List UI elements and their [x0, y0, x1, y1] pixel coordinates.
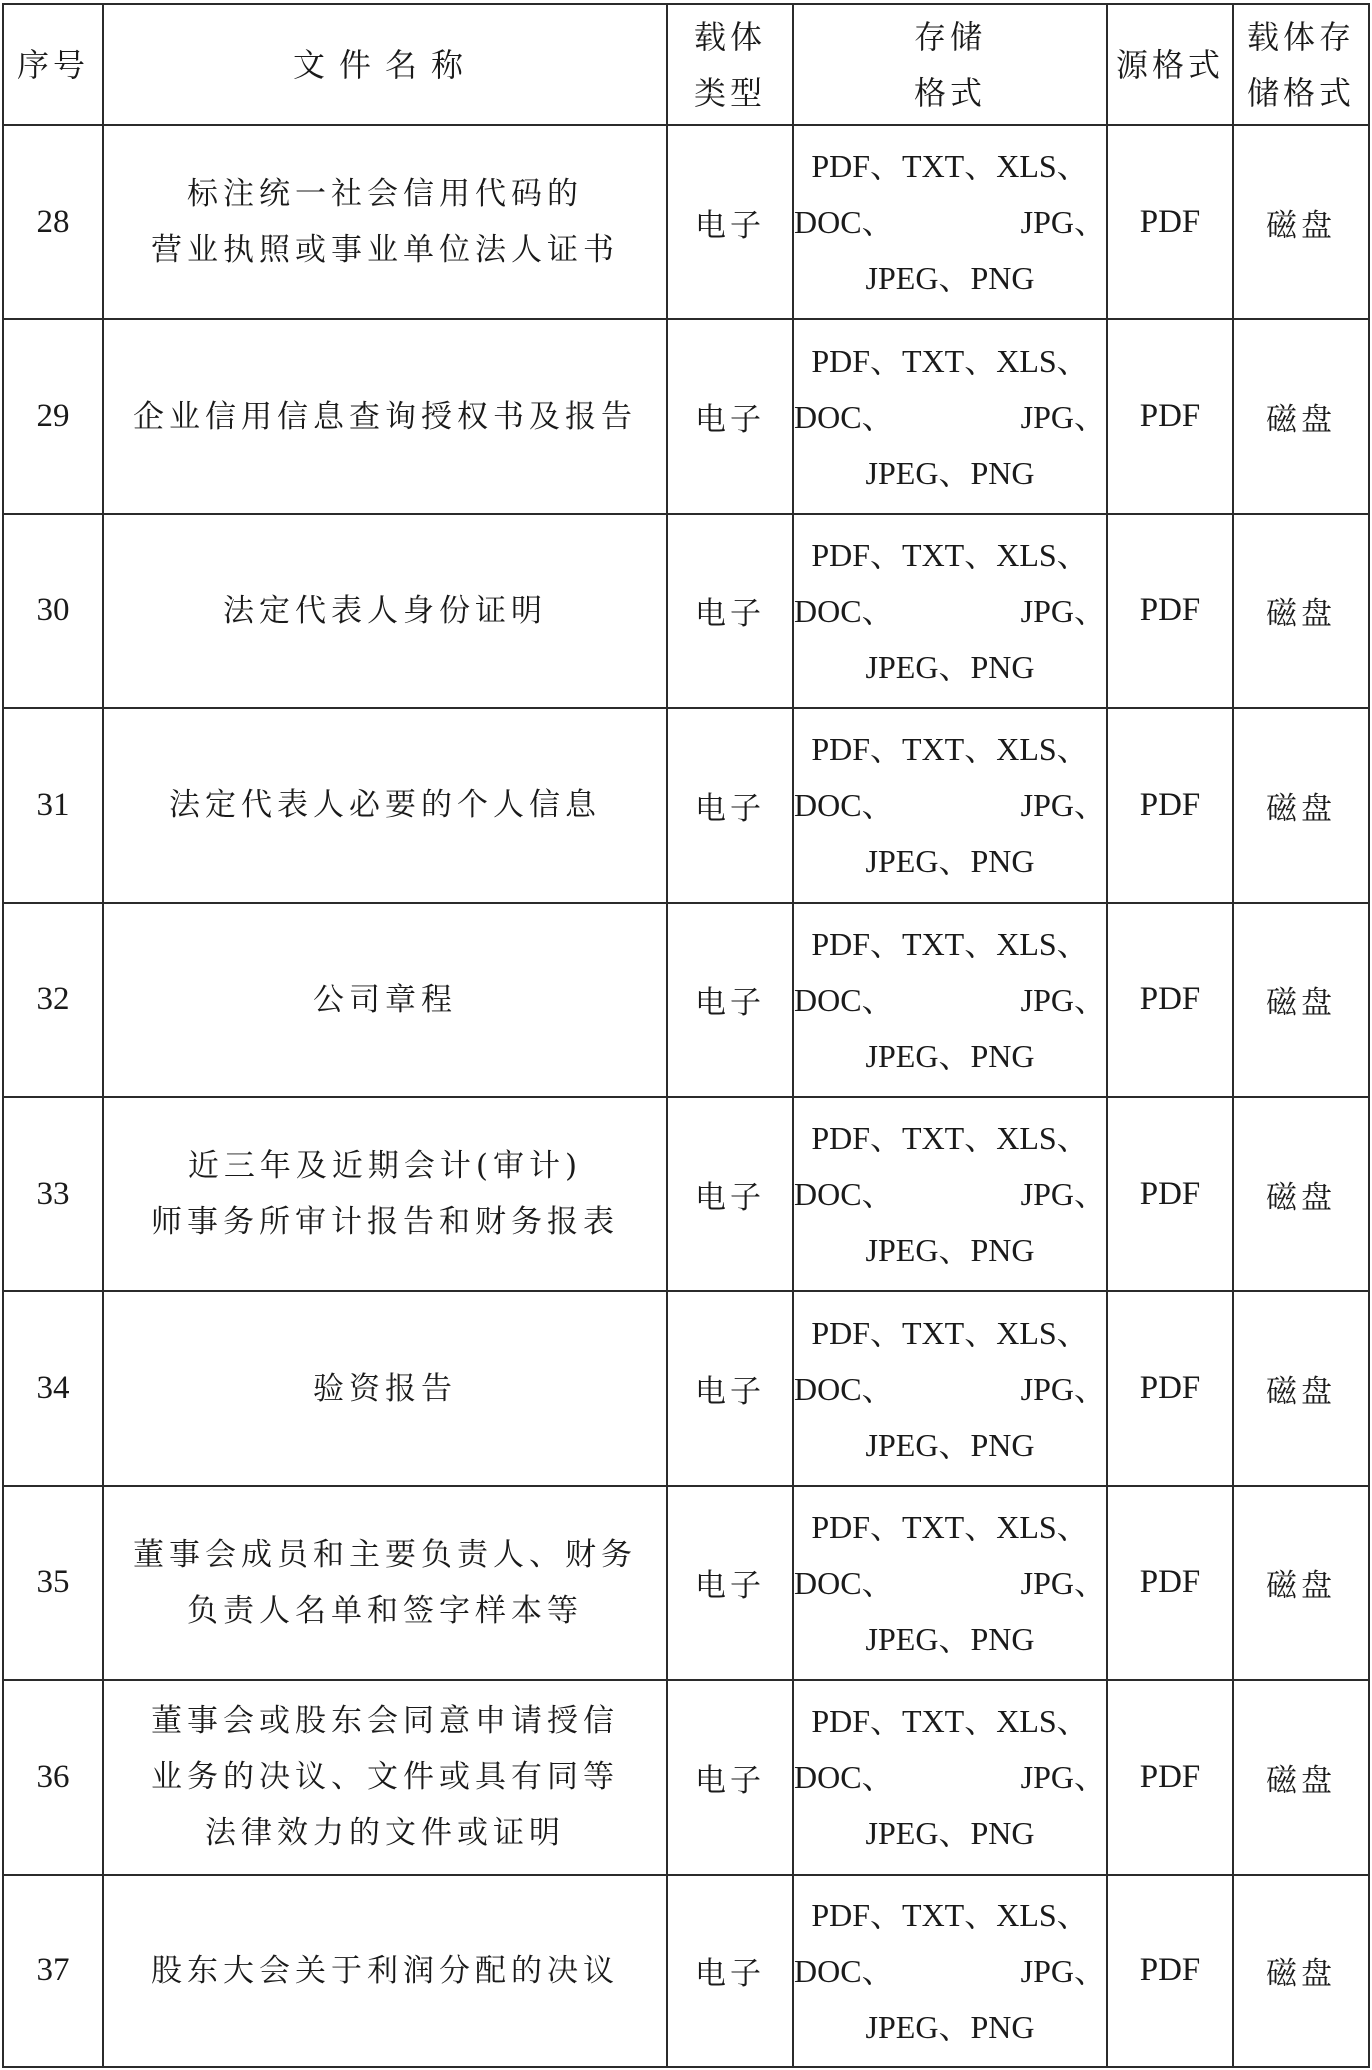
row-carrier-storage-format: 磁盘 [1233, 903, 1369, 1097]
row-file-name [103, 1291, 667, 1485]
row-carrier-type: 电子 [667, 125, 793, 319]
format-line-2 [794, 777, 1106, 833]
format-line-2-right: JPG、 [1020, 1370, 1106, 1407]
format-line-2-left: DOC、 [794, 1176, 894, 1213]
row-seq: 33 [3, 1097, 103, 1291]
format-line-1: PDF、TXT、XLS、 [811, 1120, 1089, 1157]
header-carrier-storage-format [1233, 4, 1369, 125]
header-carrier-type [667, 4, 793, 125]
format-line-2-right: JPG、 [1020, 787, 1106, 824]
format-line-2-right: JPG、 [1020, 1176, 1106, 1213]
header-storage-format-line2: 格式 [913, 73, 986, 112]
row-carrier-storage-format: 磁盘 [1233, 1097, 1369, 1291]
row-file-name-line: 公司章程 [313, 981, 457, 1018]
row-file-name-line: 近三年及近期会计(审计) [187, 1148, 583, 1185]
row-seq: 30 [3, 514, 103, 708]
row-carrier-type: 电子 [667, 1680, 793, 1874]
row-carrier-storage-format: 磁盘 [1233, 1291, 1369, 1485]
row-storage-format [793, 1680, 1107, 1874]
row-file-name-line: 董事会或股东会同意申请授信 [151, 1703, 619, 1740]
row-seq: 32 [3, 903, 103, 1097]
header-carrier-storage-line2: 储格式 [1246, 73, 1355, 112]
row-seq: 28 [3, 125, 103, 319]
row-storage-format [793, 708, 1107, 902]
row-seq: 31 [3, 708, 103, 902]
row-file-name [103, 125, 667, 319]
row-file-name [103, 319, 667, 513]
row-file-name-line: 法定代表人必要的个人信息 [169, 787, 601, 824]
row-storage-format [793, 1875, 1107, 2067]
row-file-name [103, 903, 667, 1097]
table-row [3, 903, 1369, 1097]
row-seq: 36 [3, 1680, 103, 1874]
table-row [3, 708, 1369, 902]
header-storage-format [793, 4, 1107, 125]
table-row [3, 1097, 1369, 1291]
row-file-name [103, 1875, 667, 2067]
row-storage-format [793, 514, 1107, 708]
header-storage-format-line1: 存储 [913, 17, 986, 56]
format-line-3: JPEG、PNG [865, 648, 1035, 685]
format-line-2-right: JPG、 [1020, 592, 1106, 629]
format-line-3: JPEG、PNG [865, 260, 1035, 297]
row-storage-format [793, 125, 1107, 319]
row-file-name-line: 师事务所审计报告和财务报表 [151, 1204, 619, 1241]
table-row [3, 125, 1369, 319]
row-storage-format [793, 1097, 1107, 1291]
header-carrier-type-line1: 载体 [693, 17, 766, 56]
format-line-2-right: JPG、 [1020, 204, 1106, 241]
table-row [3, 1680, 1369, 1874]
format-line-3: JPEG、PNG [865, 2008, 1035, 2045]
table-row [3, 514, 1369, 708]
row-source-format: PDF [1107, 319, 1233, 513]
row-seq: 29 [3, 319, 103, 513]
table-row [3, 1486, 1369, 1680]
row-seq: 35 [3, 1486, 103, 1680]
table-header-row [3, 4, 1369, 125]
row-source-format: PDF [1107, 1875, 1233, 2067]
row-source-format: PDF [1107, 1680, 1233, 1874]
format-line-2-left: DOC、 [794, 1952, 894, 1989]
format-line-3: JPEG、PNG [865, 1620, 1035, 1657]
header-carrier-type-line2: 类型 [693, 73, 766, 112]
row-carrier-type: 电子 [667, 708, 793, 902]
format-line-2-left: DOC、 [794, 981, 894, 1018]
row-source-format: PDF [1107, 125, 1233, 319]
format-line-1: PDF、TXT、XLS、 [811, 1896, 1089, 1933]
row-file-name [103, 1680, 667, 1874]
format-line-3: JPEG、PNG [865, 1815, 1035, 1852]
format-line-2-left: DOC、 [794, 592, 894, 629]
row-carrier-storage-format: 磁盘 [1233, 319, 1369, 513]
row-source-format: PDF [1107, 514, 1233, 708]
format-line-1: PDF、TXT、XLS、 [811, 1314, 1089, 1351]
table-row [3, 1875, 1369, 2067]
row-source-format: PDF [1107, 708, 1233, 902]
row-file-name-line: 股东大会关于利润分配的决议 [151, 1952, 619, 1989]
row-carrier-storage-format: 磁盘 [1233, 125, 1369, 319]
row-seq: 34 [3, 1291, 103, 1485]
format-line-2-left: DOC、 [794, 398, 894, 435]
format-line-2-right: JPG、 [1020, 1759, 1106, 1796]
row-file-name [103, 708, 667, 902]
format-line-2-left: DOC、 [794, 1759, 894, 1796]
format-line-2 [794, 1749, 1106, 1805]
format-line-1: PDF、TXT、XLS、 [811, 536, 1089, 573]
row-file-name-line: 企业信用信息查询授权书及报告 [133, 398, 637, 435]
format-line-2 [794, 1166, 1106, 1222]
row-file-name-line: 业务的决议、文件或具有同等 [151, 1759, 619, 1796]
format-line-2-left: DOC、 [794, 1564, 894, 1601]
row-file-name [103, 1097, 667, 1291]
format-line-2-left: DOC、 [794, 787, 894, 824]
format-line-2-right: JPG、 [1020, 981, 1106, 1018]
format-line-3: JPEG、PNG [865, 454, 1035, 491]
header-source-format: 源格式 [1107, 4, 1233, 125]
row-carrier-storage-format: 磁盘 [1233, 708, 1369, 902]
file-list-table [2, 3, 1370, 2068]
row-file-name-line: 法律效力的文件或证明 [205, 1815, 565, 1852]
format-line-2 [794, 1361, 1106, 1417]
format-line-2 [794, 194, 1106, 250]
format-line-3: JPEG、PNG [865, 1426, 1035, 1463]
row-file-name [103, 514, 667, 708]
format-line-2 [794, 583, 1106, 639]
format-line-1: PDF、TXT、XLS、 [811, 342, 1089, 379]
format-line-1: PDF、TXT、XLS、 [811, 731, 1089, 768]
row-storage-format [793, 319, 1107, 513]
format-line-2-left: DOC、 [794, 204, 894, 241]
format-line-1: PDF、TXT、XLS、 [811, 1703, 1089, 1740]
format-line-3: JPEG、PNG [865, 1037, 1035, 1074]
table-body [3, 125, 1369, 2067]
row-file-name-line: 法定代表人身份证明 [223, 592, 547, 629]
format-line-2 [794, 1943, 1106, 1999]
row-file-name [103, 1486, 667, 1680]
row-file-name-line: 负责人名单和签字样本等 [187, 1592, 583, 1629]
row-storage-format [793, 1486, 1107, 1680]
format-line-2-right: JPG、 [1020, 1952, 1106, 1989]
table-row [3, 319, 1369, 513]
format-line-1: PDF、TXT、XLS、 [811, 148, 1089, 185]
row-source-format: PDF [1107, 1486, 1233, 1680]
row-carrier-type: 电子 [667, 1097, 793, 1291]
row-storage-format [793, 1291, 1107, 1485]
format-line-2-right: JPG、 [1020, 398, 1106, 435]
row-carrier-type: 电子 [667, 1875, 793, 2067]
row-carrier-type: 电子 [667, 1486, 793, 1680]
row-carrier-type: 电子 [667, 514, 793, 708]
row-carrier-type: 电子 [667, 319, 793, 513]
format-line-2-left: DOC、 [794, 1370, 894, 1407]
row-source-format: PDF [1107, 1291, 1233, 1485]
format-line-1: PDF、TXT、XLS、 [811, 1508, 1089, 1545]
format-line-2 [794, 1555, 1106, 1611]
row-storage-format [793, 903, 1107, 1097]
format-line-1: PDF、TXT、XLS、 [811, 925, 1089, 962]
row-carrier-storage-format: 磁盘 [1233, 514, 1369, 708]
row-file-name-line: 验资报告 [313, 1370, 457, 1407]
format-line-2 [794, 389, 1106, 445]
row-seq: 37 [3, 1875, 103, 2067]
format-line-3: JPEG、PNG [865, 1232, 1035, 1269]
table-row [3, 1291, 1369, 1485]
row-carrier-storage-format: 磁盘 [1233, 1486, 1369, 1680]
row-carrier-type: 电子 [667, 1291, 793, 1485]
row-source-format: PDF [1107, 903, 1233, 1097]
header-file-name: 文件名称 [103, 4, 667, 125]
header-carrier-storage-line1: 载体存 [1246, 17, 1355, 56]
format-line-2 [794, 972, 1106, 1028]
format-line-3: JPEG、PNG [865, 843, 1035, 880]
row-carrier-storage-format: 磁盘 [1233, 1680, 1369, 1874]
format-line-2-right: JPG、 [1020, 1564, 1106, 1601]
row-carrier-storage-format: 磁盘 [1233, 1875, 1369, 2067]
header-seq: 序号 [3, 4, 103, 125]
row-carrier-type: 电子 [667, 903, 793, 1097]
row-source-format: PDF [1107, 1097, 1233, 1291]
row-file-name-line: 标注统一社会信用代码的 [187, 176, 583, 213]
row-file-name-line: 董事会成员和主要负责人、财务 [133, 1536, 637, 1573]
row-file-name-line: 营业执照或事业单位法人证书 [151, 232, 619, 269]
